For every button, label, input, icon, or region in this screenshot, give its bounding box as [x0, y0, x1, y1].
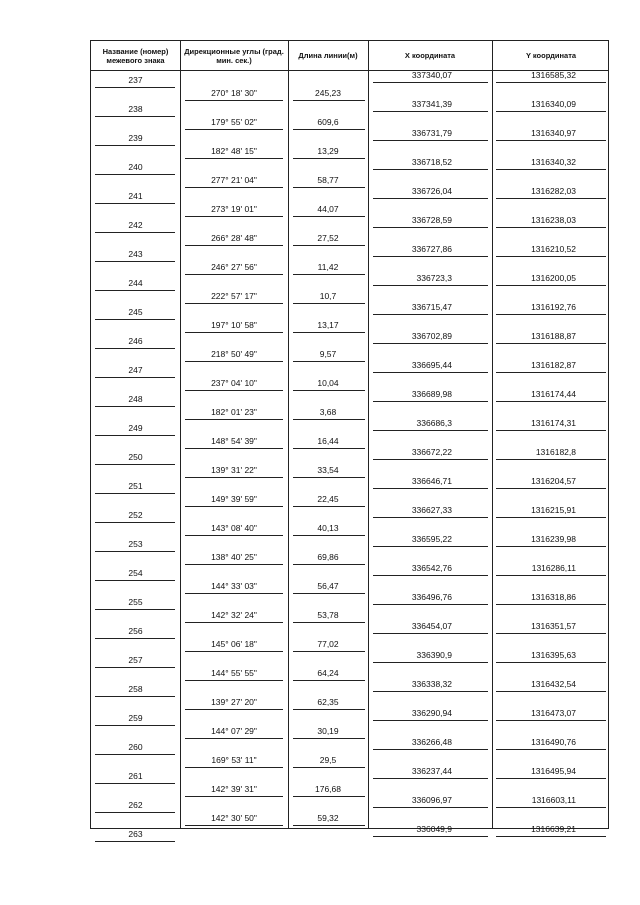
direction-angle: 143° 08' 40"	[211, 523, 257, 533]
segment-row-line	[185, 100, 283, 101]
point-name: 257	[128, 655, 143, 665]
point-name: 262	[128, 800, 143, 810]
point-row-line	[373, 720, 488, 721]
point-row-line	[373, 198, 488, 199]
point-row-line	[95, 290, 175, 291]
point-name: 253	[128, 539, 143, 549]
point-row-line	[496, 778, 606, 779]
point-row-line	[496, 314, 606, 315]
direction-angle: 142° 39' 31"	[211, 784, 257, 794]
direction-angle: 145° 06' 18"	[211, 639, 257, 649]
y-coordinate: 1316174,31	[531, 418, 576, 428]
segment-row-line	[185, 477, 283, 478]
segment-row-line	[185, 216, 283, 217]
line-length: 609,6	[317, 117, 339, 127]
point-name: 240	[128, 162, 143, 172]
point-name: 245	[128, 307, 143, 317]
point-name: 239	[128, 133, 143, 143]
point-row-line	[95, 754, 175, 755]
point-row-line	[496, 256, 606, 257]
point-row-line	[373, 749, 488, 750]
segment-row-line	[185, 129, 283, 130]
point-name: 256	[128, 626, 143, 636]
line-length: 245,23	[315, 88, 341, 98]
point-row-line	[373, 691, 488, 692]
point-row-line	[496, 604, 606, 605]
point-row-line	[95, 261, 175, 262]
y-coordinate: 1316286,11	[531, 563, 576, 573]
segment-row-line	[293, 680, 365, 681]
point-row-line	[373, 807, 488, 808]
y-coordinate: 1316282,03	[531, 186, 576, 196]
line-length: 10,04	[317, 378, 339, 388]
point-row-line	[496, 82, 606, 83]
y-coordinate: 1316340,09	[531, 99, 576, 109]
point-row-line	[373, 546, 488, 547]
point-row-line	[95, 580, 175, 581]
direction-angle: 179° 55' 02"	[211, 117, 257, 127]
line-length: 40,13	[317, 523, 339, 533]
point-row-line	[496, 517, 606, 518]
direction-angle: 197° 10' 58"	[211, 320, 257, 330]
segment-row-line	[185, 593, 283, 594]
x-coordinate: 336338,32	[411, 679, 452, 689]
direction-angle: 182° 01' 23"	[211, 407, 257, 417]
point-row-line	[95, 493, 175, 494]
point-row-line	[373, 836, 488, 837]
line-length: 10,7	[319, 291, 337, 301]
y-coordinate: 1316238,03	[531, 215, 576, 225]
point-row-line	[496, 372, 606, 373]
segment-row-line	[293, 564, 365, 565]
y-coordinate: 1316182,87	[531, 360, 576, 370]
point-row-line	[496, 227, 606, 228]
direction-angle: 149° 39' 59"	[211, 494, 257, 504]
point-row-line	[373, 343, 488, 344]
point-row-line	[95, 145, 175, 146]
point-name: 246	[128, 336, 143, 346]
line-length: 77,02	[317, 639, 339, 649]
x-coordinate: 336237,44	[411, 766, 452, 776]
x-coordinate: 336390,9	[416, 650, 452, 660]
point-row-line	[373, 778, 488, 779]
point-row-line	[373, 488, 488, 489]
point-row-line	[95, 377, 175, 378]
point-name: 263	[128, 829, 143, 839]
direction-angle: 237° 04' 10"	[211, 378, 257, 388]
direction-angle: 270° 18' 30"	[211, 88, 257, 98]
header-y	[492, 41, 610, 70]
segment-row-line	[185, 651, 283, 652]
point-row-line	[95, 609, 175, 610]
point-row-line	[95, 203, 175, 204]
y-coordinate: 1316182,8	[535, 447, 576, 457]
segment-row-line	[185, 622, 283, 623]
segment-row-line	[293, 448, 365, 449]
point-row-line	[95, 783, 175, 784]
line-length: 56,47	[317, 581, 339, 591]
point-row-line	[95, 522, 175, 523]
point-row-line	[95, 667, 175, 668]
point-row-line	[373, 111, 488, 112]
x-coordinate: 336646,71	[411, 476, 452, 486]
x-coordinate: 336290,94	[411, 708, 452, 718]
direction-angle: 148° 54' 39"	[211, 436, 257, 446]
point-name: 261	[128, 771, 143, 781]
header-name-text: Название (номер) межевого знака	[102, 46, 169, 65]
point-row-line	[95, 435, 175, 436]
segment-row-line	[293, 738, 365, 739]
line-length: 33,54	[317, 465, 339, 475]
point-row-line	[373, 256, 488, 257]
x-coordinate: 336672,22	[411, 447, 452, 457]
header-angle-text: Дирекционные углы (град. мин. сек.)	[184, 46, 284, 65]
point-row-line	[373, 82, 488, 83]
y-coordinate: 1316639,21	[531, 824, 576, 834]
point-row-line	[373, 314, 488, 315]
segment-row-line	[185, 796, 283, 797]
x-coordinate: 336454,07	[411, 621, 452, 631]
point-row-line	[373, 140, 488, 141]
point-name: 259	[128, 713, 143, 723]
direction-angle: 266° 28' 48"	[211, 233, 257, 243]
segment-row-line	[185, 564, 283, 565]
point-row-line	[373, 575, 488, 576]
segment-row-line	[293, 332, 365, 333]
x-coordinate: 336726,04	[411, 186, 452, 196]
point-row-line	[95, 87, 175, 88]
point-row-line	[496, 140, 606, 141]
y-coordinate: 1316200,05	[531, 273, 576, 283]
y-coordinate: 1316490,76	[531, 737, 576, 747]
y-coordinate: 1316215,91	[531, 505, 576, 515]
point-row-line	[95, 696, 175, 697]
point-row-line	[95, 812, 175, 813]
segment-row-line	[185, 738, 283, 739]
x-coordinate: 336728,59	[411, 215, 452, 225]
point-row-line	[496, 111, 606, 112]
point-name: 248	[128, 394, 143, 404]
y-coordinate: 1316395,63	[531, 650, 576, 660]
point-row-line	[373, 604, 488, 605]
point-row-line	[373, 430, 488, 431]
segment-row-line	[293, 825, 365, 826]
segment-row-line	[293, 622, 365, 623]
header-x-text: X координата	[404, 51, 456, 60]
point-row-line	[496, 198, 606, 199]
segment-row-line	[185, 274, 283, 275]
y-coordinate: 1316192,76	[531, 302, 576, 312]
point-row-line	[496, 575, 606, 576]
y-coordinate: 1316603,11	[531, 795, 576, 805]
direction-angle: 144° 33' 03"	[211, 581, 257, 591]
point-row-line	[95, 638, 175, 639]
y-coordinate: 1316473,07	[531, 708, 576, 718]
direction-angle: 139° 27' 20"	[211, 697, 257, 707]
point-row-line	[373, 169, 488, 170]
segment-row-line	[293, 767, 365, 768]
point-row-line	[496, 169, 606, 170]
y-coordinate: 1316495,94	[531, 766, 576, 776]
x-coordinate: 336715,47	[411, 302, 452, 312]
point-row-line	[496, 459, 606, 460]
point-row-line	[95, 348, 175, 349]
point-row-line	[496, 430, 606, 431]
y-coordinate: 1316318,86	[531, 592, 576, 602]
point-row-line	[95, 232, 175, 233]
point-row-line	[496, 343, 606, 344]
segment-row-line	[185, 158, 283, 159]
x-coordinate: 337340,07	[411, 70, 452, 80]
y-coordinate: 1316340,32	[531, 157, 576, 167]
point-name: 254	[128, 568, 143, 578]
direction-angle: 273° 19' 01"	[211, 204, 257, 214]
segment-row-line	[293, 245, 365, 246]
x-coordinate: 336627,33	[411, 505, 452, 515]
direction-angle: 277° 21' 04"	[211, 175, 257, 185]
y-coordinate: 1316188,87	[531, 331, 576, 341]
line-length: 176,68	[315, 784, 341, 794]
x-coordinate: 336542,76	[411, 563, 452, 573]
point-row-line	[373, 662, 488, 663]
point-name: 258	[128, 684, 143, 694]
x-coordinate: 336686,3	[416, 418, 452, 428]
x-coordinate: 336731,79	[411, 128, 452, 138]
y-coordinate: 1316585,32	[531, 70, 576, 80]
point-name: 241	[128, 191, 143, 201]
point-row-line	[95, 551, 175, 552]
segment-row-line	[293, 158, 365, 159]
segment-row-line	[293, 303, 365, 304]
y-coordinate: 1316239,98	[531, 534, 576, 544]
y-coordinate: 1316204,57	[531, 476, 576, 486]
point-row-line	[496, 691, 606, 692]
point-row-line	[496, 836, 606, 837]
segment-row-line	[185, 825, 283, 826]
segment-row-line	[293, 390, 365, 391]
y-coordinate: 1316210,52	[531, 244, 576, 254]
point-row-line	[496, 488, 606, 489]
segment-row-line	[185, 332, 283, 333]
segment-row-line	[293, 506, 365, 507]
point-row-line	[496, 662, 606, 663]
point-row-line	[496, 401, 606, 402]
segment-row-line	[185, 303, 283, 304]
point-name: 251	[128, 481, 143, 491]
x-coordinate: 336496,76	[411, 592, 452, 602]
point-name: 244	[128, 278, 143, 288]
segment-row-line	[293, 535, 365, 536]
point-row-line	[496, 633, 606, 634]
point-name: 237	[128, 75, 143, 85]
point-name: 238	[128, 104, 143, 114]
line-length: 11,42	[317, 262, 339, 272]
point-row-line	[373, 633, 488, 634]
point-row-line	[95, 406, 175, 407]
header-angle	[180, 41, 288, 70]
direction-angle: 142° 30' 50"	[211, 813, 257, 823]
line-length: 64,24	[317, 668, 339, 678]
point-row-line	[373, 285, 488, 286]
point-row-line	[95, 841, 175, 842]
segment-row-line	[293, 796, 365, 797]
point-row-line	[95, 725, 175, 726]
line-length: 16,44	[317, 436, 339, 446]
direction-angle: 169° 53' 11"	[211, 755, 257, 765]
point-row-line	[496, 807, 606, 808]
point-row-line	[496, 546, 606, 547]
direction-angle: 138° 40' 25"	[211, 552, 257, 562]
point-row-line	[373, 401, 488, 402]
segment-row-line	[293, 593, 365, 594]
y-coordinate: 1316351,57	[531, 621, 576, 631]
segment-row-line	[293, 187, 365, 188]
point-name: 252	[128, 510, 143, 520]
point-name: 243	[128, 249, 143, 259]
segment-row-line	[293, 216, 365, 217]
line-length: 9,57	[319, 349, 337, 359]
segment-row-line	[185, 361, 283, 362]
segment-row-line	[185, 448, 283, 449]
segment-row-line	[293, 709, 365, 710]
line-length: 29,5	[319, 755, 337, 765]
y-coordinate: 1316432,54	[531, 679, 576, 689]
y-coordinate: 1316174,44	[531, 389, 576, 399]
header-name	[91, 41, 180, 70]
segment-row-line	[293, 274, 365, 275]
direction-angle: 139° 31' 22"	[211, 465, 257, 475]
point-row-line	[95, 319, 175, 320]
segment-row-line	[185, 709, 283, 710]
segment-row-line	[293, 129, 365, 130]
y-coordinate: 1316340,97	[531, 128, 576, 138]
segment-row-line	[185, 535, 283, 536]
segment-row-line	[293, 651, 365, 652]
header-x	[368, 41, 492, 70]
line-length: 44,07	[317, 204, 339, 214]
point-name: 242	[128, 220, 143, 230]
point-name: 255	[128, 597, 143, 607]
segment-row-line	[185, 767, 283, 768]
direction-angle: 142° 32' 24"	[211, 610, 257, 620]
header-length-text: Длина линии(м)	[298, 51, 358, 60]
direction-angle: 246° 27' 56"	[211, 262, 257, 272]
header-length	[288, 41, 368, 70]
segment-row-line	[185, 390, 283, 391]
line-length: 22,45	[317, 494, 339, 504]
direction-angle: 218° 50' 49"	[211, 349, 257, 359]
point-row-line	[496, 285, 606, 286]
column-divider	[288, 41, 289, 828]
segment-row-line	[185, 506, 283, 507]
line-length: 27,52	[317, 233, 339, 243]
x-coordinate: 336723,3	[416, 273, 452, 283]
x-coordinate: 336689,98	[411, 389, 452, 399]
coordinates-table	[90, 40, 609, 839]
point-name: 247	[128, 365, 143, 375]
line-length: 13,17	[317, 320, 339, 330]
point-row-line	[496, 749, 606, 750]
line-length: 59,32	[317, 813, 339, 823]
line-length: 53,78	[317, 610, 339, 620]
point-name: 250	[128, 452, 143, 462]
line-length: 3,68	[319, 407, 337, 417]
line-length: 62,35	[317, 697, 339, 707]
direction-angle: 144° 55' 55"	[211, 668, 257, 678]
segment-row-line	[293, 477, 365, 478]
segment-row-line	[293, 361, 365, 362]
line-length: 58,77	[317, 175, 339, 185]
x-coordinate: 336595,22	[411, 534, 452, 544]
point-row-line	[373, 459, 488, 460]
column-divider	[180, 41, 181, 828]
x-coordinate: 336266,48	[411, 737, 452, 747]
x-coordinate: 336702,89	[411, 331, 452, 341]
line-length: 13,29	[317, 146, 339, 156]
segment-row-line	[185, 680, 283, 681]
x-coordinate: 336049,9	[416, 824, 452, 834]
x-coordinate: 336727,86	[411, 244, 452, 254]
point-name: 249	[128, 423, 143, 433]
x-coordinate: 336096,97	[411, 795, 452, 805]
x-coordinate: 336718,52	[411, 157, 452, 167]
segment-row-line	[293, 100, 365, 101]
point-row-line	[496, 720, 606, 721]
direction-angle: 144° 07' 29"	[211, 726, 257, 736]
x-coordinate: 336695,44	[411, 360, 452, 370]
x-coordinate: 337341,39	[411, 99, 452, 109]
point-row-line	[373, 227, 488, 228]
line-length: 30,19	[317, 726, 339, 736]
segment-row-line	[185, 419, 283, 420]
point-name: 260	[128, 742, 143, 752]
direction-angle: 222° 57' 17"	[211, 291, 257, 301]
segment-row-line	[293, 419, 365, 420]
segment-row-line	[185, 245, 283, 246]
point-row-line	[95, 174, 175, 175]
direction-angle: 182° 48' 15"	[211, 146, 257, 156]
point-row-line	[373, 372, 488, 373]
line-length: 69,86	[317, 552, 339, 562]
segment-row-line	[185, 187, 283, 188]
header-y-text: Y координата	[525, 51, 577, 60]
point-row-line	[95, 116, 175, 117]
point-row-line	[95, 464, 175, 465]
point-row-line	[373, 517, 488, 518]
